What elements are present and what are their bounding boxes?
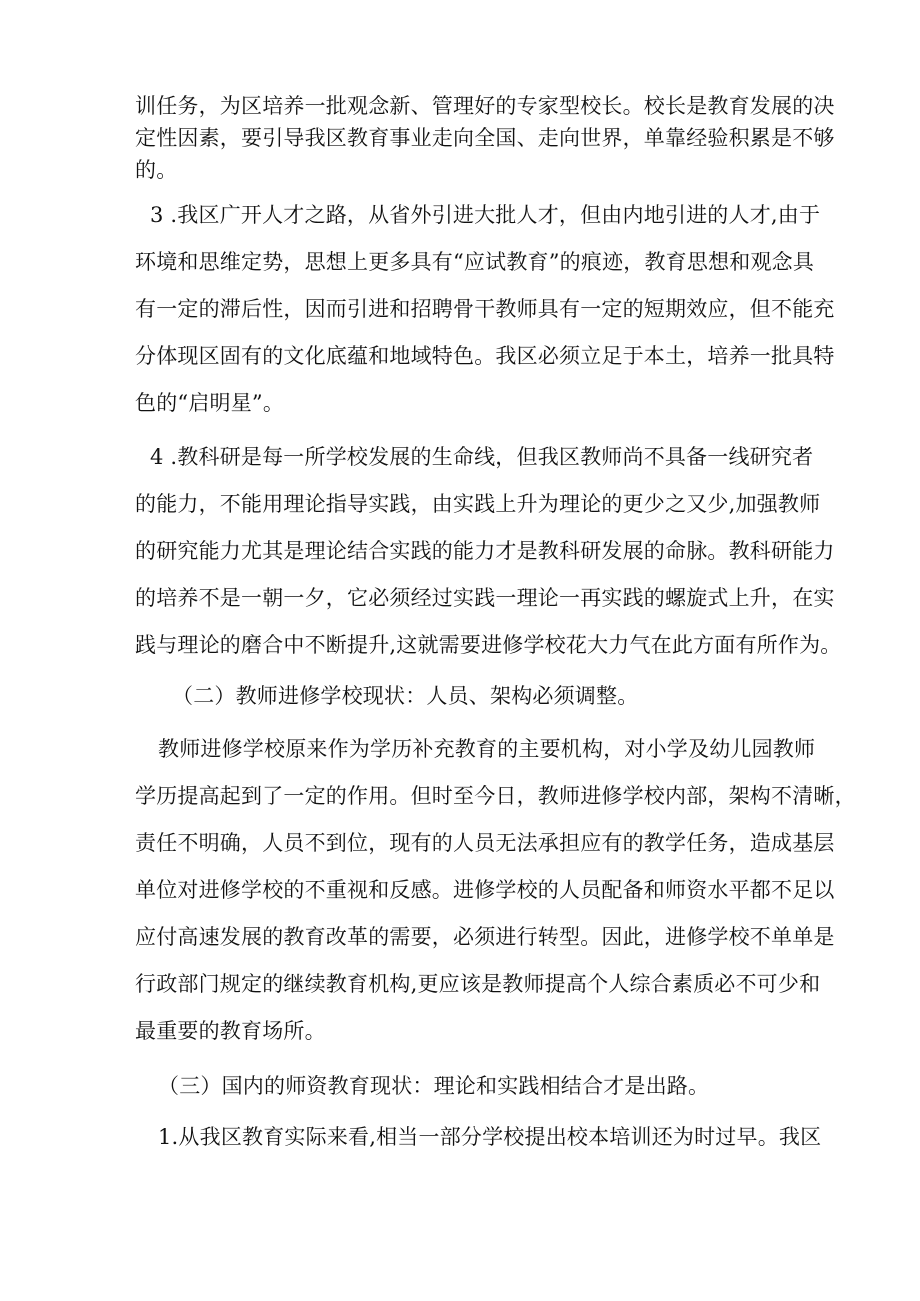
paragraph-2-line-2: 环境和思维定势，思想上更多具有“应试教育”的痕迹，教育思想和观念具 bbox=[135, 250, 815, 274]
section-heading-3: （三）国内的师资教育现状：理论和实践相结合才是出路。 bbox=[158, 1074, 710, 1098]
section-heading-2: （二）教师进修学校现状：人员、架构必须调整。 bbox=[172, 684, 639, 708]
paragraph-1-line-2: 定性因素，要引导我区教育事业走向全国、走向世界，单靠经验积累是不够 bbox=[135, 126, 835, 150]
paragraph-2-line-3: 有一定的滞后性，因而引进和招聘骨干教师具有一定的短期效应，但不能充 bbox=[135, 297, 835, 321]
paragraph-2-line-5: 色的“启明星”。 bbox=[135, 391, 285, 415]
paragraph-1-line-1: 训任务，为区培养一批观念新、管理好的专家型校长。校长是教育发展的决 bbox=[135, 94, 835, 118]
paragraph-3-line-2: 的能力，不能用理论指导实践，由实践上升为理论的更少之又少,加强教师 bbox=[135, 492, 821, 516]
paragraph-3-line-4: 的培养不是一朝一夕，它必须经过实践一理论一再实践的螺旋式上升，在实 bbox=[135, 586, 835, 610]
paragraph-5-line-1: 1.从我区教育实际来看,相当一部分学校提出校本培训还为时过早。我区 bbox=[158, 1125, 822, 1149]
paragraph-1-line-3: 的。 bbox=[135, 158, 178, 182]
paragraph-4-line-3: 责任不明确，人员不到位，现有的人员无法承担应有的教学任务，造成基层 bbox=[135, 831, 835, 855]
paragraph-4-line-2: 学历提高起到了一定的作用。但时至今日，教师进修学校内部，架构不清晰， bbox=[135, 784, 856, 808]
paragraph-2-line-1: 3 .我区广开人才之路，从省外引进大批人才，但由内地引进的人才,由于 bbox=[150, 203, 821, 227]
paragraph-4-line-7: 最重要的教育场所。 bbox=[135, 1019, 326, 1043]
paragraph-4-line-1: 教师进修学校原来作为学历补充教育的主要机构，对小学及幼儿园教师 bbox=[158, 737, 816, 761]
paragraph-4-line-4: 单位对进修学校的不重视和反感。进修学校的人员配备和师资水平都不足以 bbox=[135, 878, 835, 902]
paragraph-3-line-1: 4 .教科研是每一所学校发展的生命线，但我区教师尚不具备一线研究者 bbox=[150, 445, 814, 469]
paragraph-4-line-5: 应付高速发展的教育改革的需要，必须进行转型。因此，进修学校不单单是 bbox=[135, 925, 835, 949]
paragraph-4-line-6: 行政部门规定的继续教育机构,更应该是教师提高个人综合素质必不可少和 bbox=[135, 972, 821, 996]
paragraph-3-line-3: 的研究能力尤其是理论结合实践的能力才是教科研发展的命脉。教科研能力 bbox=[135, 539, 835, 563]
paragraph-2-line-4: 分体现区固有的文化底蕴和地域特色。我区必须立足于本土，培养一批具特 bbox=[135, 344, 835, 368]
paragraph-3-line-5: 践与理论的磨合中不断提升,这就需要进修学校花大力气在此方面有所作为。 bbox=[135, 633, 842, 657]
